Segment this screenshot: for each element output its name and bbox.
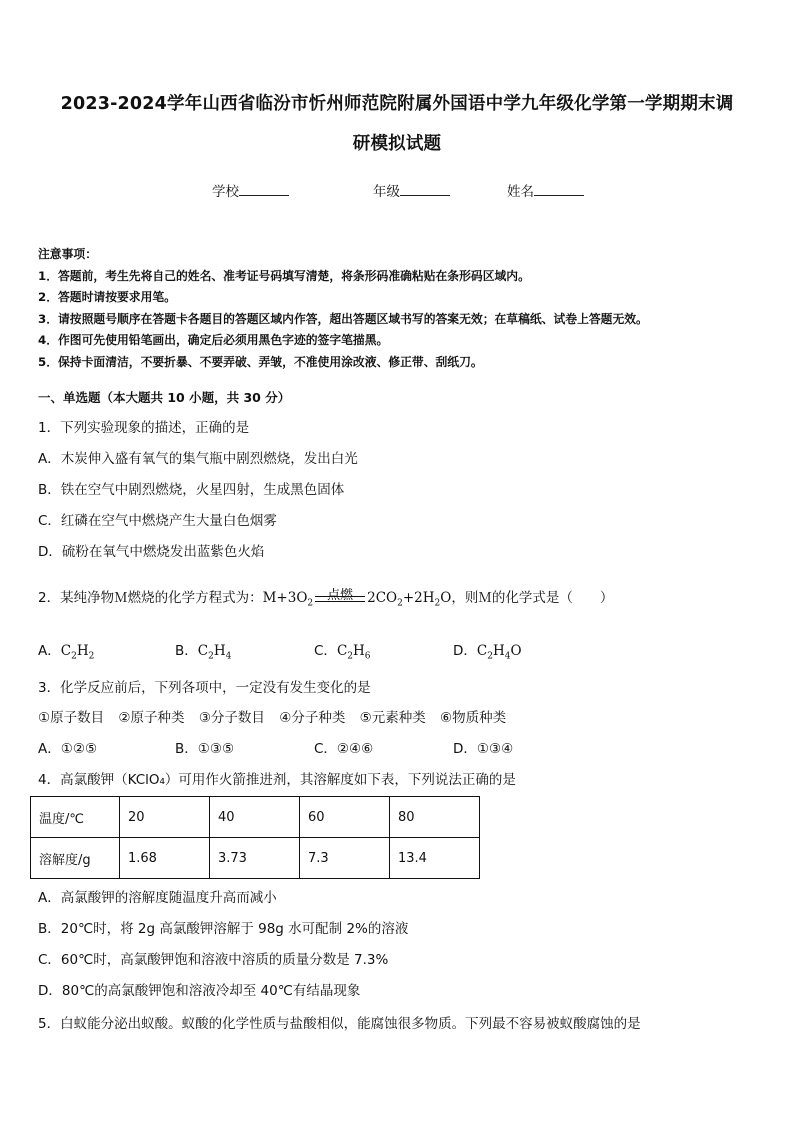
reaction-condition: 点燃 [327, 588, 354, 603]
section-heading: 一、单选题（本大题共 10 小题，共 30 分） [38, 390, 291, 405]
q3-item: ①原子数目 [38, 710, 105, 726]
table-row [31, 797, 480, 838]
q1-option-c: C．红磷在空气中燃烧产生大量白色烟雾 [38, 513, 277, 529]
q2-option-a: A．$C_2H_2$ [38, 643, 95, 662]
q4-stem: 4．高氯酸钾（KClO₄）可用作火箭推进剂，其溶解度如下表，下列说法正确的是 [38, 772, 516, 788]
q3-item: ③分子数目 [198, 710, 265, 726]
title-line-2: 研模拟试题 [352, 134, 442, 154]
exam-title [24, 84, 770, 164]
q2-stem-suffix: ，则Ｍ的化学式是（ ） [451, 590, 614, 606]
q3-item: ②原子种类 [118, 710, 185, 726]
table-cell: 1.68 [120, 838, 210, 879]
q3-item: ④分子种类 [279, 710, 346, 726]
q1-option-b: B．铁在空气中剧烈燃烧，火星四射，生成黑色固体 [38, 482, 345, 498]
q3-items [38, 706, 506, 726]
note-item: 1．答题前，考生先将自己的姓名、准考证号码填写清楚，将条形码准确粘贴在条形码区域内。 [38, 268, 530, 283]
note-item: 2．答题时请按要求用笔。 [38, 290, 176, 304]
q2-option-b: B．$C_2H_4$ [175, 643, 232, 662]
name-field [507, 180, 584, 200]
note-item: 4．作图可先使用铅笔画出，确定后必须用黑色字迹的签字笔描黑。 [38, 333, 389, 347]
q3-option-d: D．①③④ [453, 741, 514, 757]
q3-option-b: B．①③⑤ [175, 741, 235, 757]
q4-option-c: C．60℃时，高氯酸钾饱和溶液中溶质的质量分数是 7.3% [38, 952, 389, 968]
q1-stem: 1．下列实验现象的描述，正确的是 [38, 420, 250, 436]
table-cell: 7.3 [300, 838, 390, 879]
name-blank [534, 181, 584, 196]
table-header-temperature: 温度/℃ [31, 797, 120, 838]
table-cell: 60 [300, 797, 390, 838]
school-blank [239, 181, 289, 196]
q2-stem [38, 586, 613, 609]
reaction-arrow [315, 588, 365, 603]
table-cell: 80 [390, 797, 480, 838]
q3-stem: 3．化学反应前后，下列各项中，一定没有发生变化的是 [38, 680, 371, 696]
school-field [212, 180, 289, 200]
solubility-table [30, 796, 480, 879]
q3-item: ⑤元素种类 [359, 710, 426, 726]
q2-stem-prefix: 2．某纯净物Ｍ燃烧的化学方程式为： [38, 590, 263, 606]
q5-stem: 5．白蚁能分泌出蚁酸。蚁酸的化学性质与盐酸相似，能腐蚀很多物质。下列最不容易被蚁酸腐蚀的是 [38, 1016, 641, 1032]
q3-option-c: C．②④⑥ [314, 741, 374, 757]
q2-option-c: C．$C_2H_6$ [314, 643, 371, 662]
q4-option-b: B．20℃时，将 2g 高氯酸钾溶解于 98g 水可配制 2%的溶液 [38, 921, 409, 937]
q2-option-d: D．$C_2H_4O$ [453, 643, 522, 662]
table-header-solubility: 溶解度/g [31, 838, 120, 879]
note-item: 3．请按照题号顺序在答题卡各题目的答题区域内作答，超出答题区域书写的答案无效；在草稿纸、试卷上答题无效。 [38, 311, 648, 326]
grade-label: 年级 [373, 184, 400, 200]
q3-option-a: A．①②⑤ [38, 741, 98, 757]
q4-option-a: A．高氯酸钾的溶解度随温度升高而减小 [38, 890, 277, 906]
table-row [31, 838, 480, 879]
notes-heading: 注意事项： [38, 247, 97, 261]
q1-option-d: D．硫粉在氧气中燃烧发出蓝紫色火焰 [38, 544, 265, 560]
grade-field [373, 180, 450, 200]
title-line-1: 2023-2024学年山西省临汾市忻州师范院附属外国语中学九年级化学第一学期期末调 [60, 94, 734, 114]
table-cell: 20 [120, 797, 210, 838]
q3-item: ⑥物质种类 [440, 710, 507, 726]
school-label: 学校 [212, 184, 239, 200]
table-cell: 13.4 [390, 838, 480, 879]
name-label: 姓名 [507, 184, 534, 200]
table-cell: 40 [210, 797, 300, 838]
q1-option-a: A．木炭伸入盛有氧气的集气瓶中剧烈燃烧，发出白光 [38, 451, 358, 467]
notes-block [38, 244, 768, 373]
note-item: 5．保持卡面清洁，不要折暴、不要弄破、弄皱，不准使用涂改液、修正带、刮纸刀。 [38, 354, 483, 369]
q2-equation: $M+3O_2$ 点燃 $2CO_2+2H_2O$ [263, 590, 452, 606]
grade-blank [400, 181, 450, 196]
table-cell: 3.73 [210, 838, 300, 879]
q4-option-d: D．80℃的高氯酸钾饱和溶液冷却至 40℃有结晶现象 [38, 983, 361, 999]
